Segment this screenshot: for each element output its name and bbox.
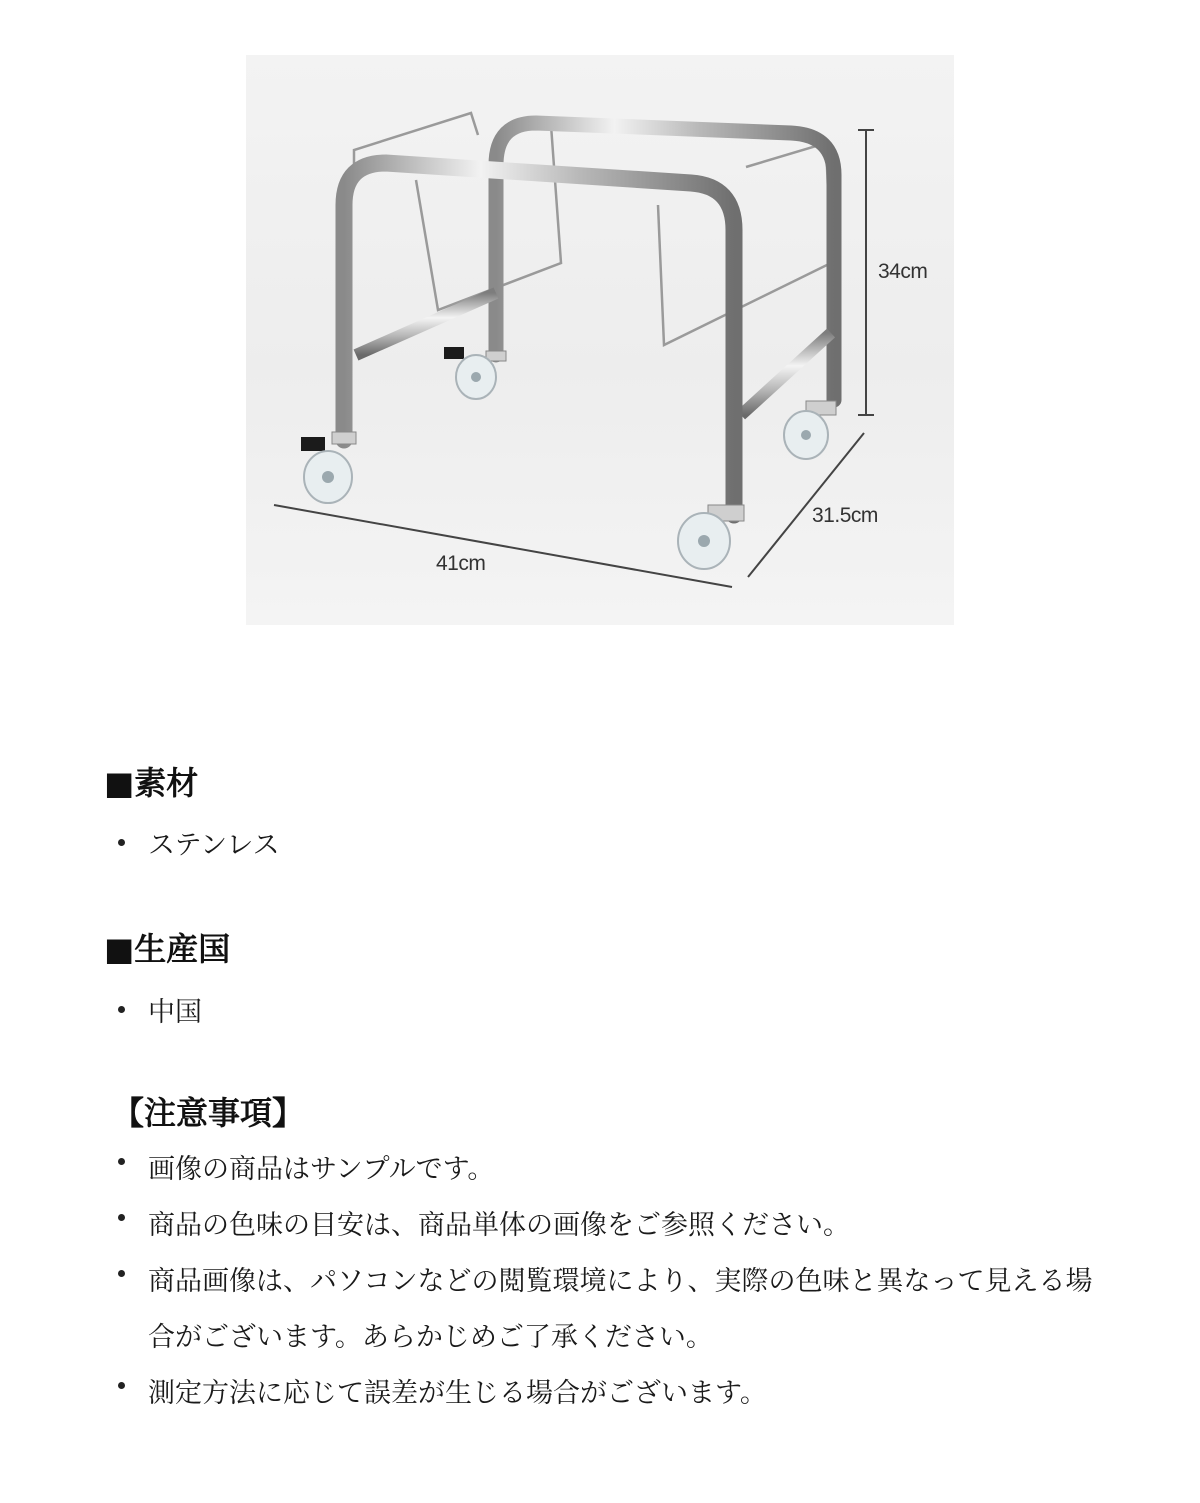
- dimension-lines: [274, 130, 874, 587]
- notes-heading: 【注意事項】: [112, 1094, 305, 1132]
- height-dimension-label: 34cm: [878, 260, 928, 283]
- product-image: [246, 55, 954, 625]
- caster-wheels: [301, 347, 836, 569]
- list-item: 測定方法に応じて誤差が生じる場合がございます。: [118, 1366, 1108, 1422]
- list-item: 中国: [118, 990, 202, 1029]
- width-dimension-label: 41cm: [436, 552, 486, 575]
- list-item: ステンレス: [118, 823, 280, 862]
- list-item: 商品画像は、パソコンなどの閲覧環境により、実際の色味と異なって見える場合がございます。あらかじめご了承ください。: [118, 1254, 1108, 1366]
- origin-list: [118, 990, 202, 1029]
- material-list: [118, 823, 280, 862]
- notes-list: [118, 1142, 1108, 1422]
- list-item: 商品の色味の目安は、商品単体の画像をご参照ください。: [118, 1198, 1108, 1254]
- cart-illustration: [246, 55, 954, 625]
- material-heading: ■素材: [104, 764, 199, 802]
- origin-heading: ■生産国: [104, 930, 231, 968]
- list-item: 画像の商品はサンプルです。: [118, 1142, 1108, 1198]
- depth-dimension-label: 31.5cm: [812, 504, 878, 527]
